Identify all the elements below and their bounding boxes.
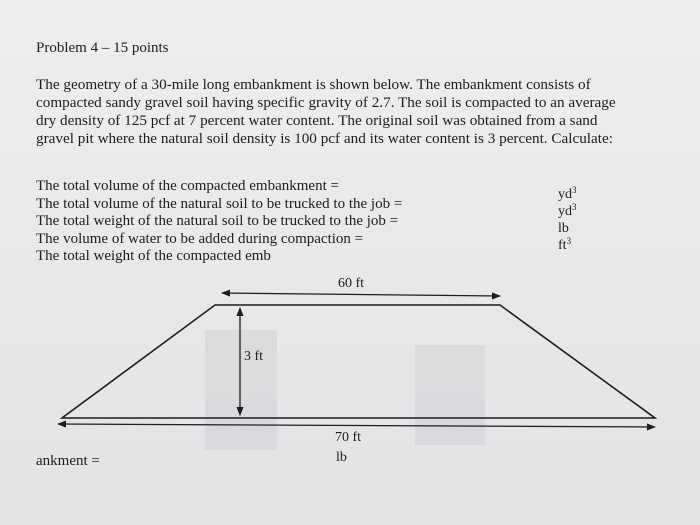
question-item: The total weight of the compacted emb [36,248,271,264]
unit-label: $yd^3$ [558,185,577,202]
problem-title: Problem 4 – 15 points [36,40,169,56]
unit-label: $ft^3$ [558,236,572,253]
continuation-text: ankment = [36,453,100,469]
embankment-trapezoid [62,305,655,418]
statement-line: compacted sandy gravel soil having specific gravity of 2.7. The soil is compacted to an average [36,94,616,111]
statement-line: gravel pit where the natural soil density is 100 pcf and its water content is 3 percent. Calculate: [36,130,613,147]
bottom-width-label: 70 ft [335,430,362,445]
question-item: The total volume of the compacted embankment = [36,178,339,194]
height-label: 3 ft [244,349,264,364]
unit-label: $yd^3$ [558,202,577,219]
top-width-label: 60 ft [338,276,365,291]
question-item: The total weight of the natural soil to be trucked to the job = [36,213,399,229]
question-item: The volume of water to be added during compaction = [36,230,364,247]
top-width-arrow [222,293,500,296]
unit-label: lb [558,221,569,236]
question-item: The total volume of the natural soil to be trucked to the job = [36,195,403,212]
statement-line: The geometry of a 30-mile long embankment is shown below. The embankment consists of [36,76,591,93]
bottom-width-arrow [58,424,655,427]
statement-line: dry density of 125 pcf at 7 percent water content. The original soil was obtained from a sand [36,112,598,129]
continuation-unit: lb [336,450,347,465]
